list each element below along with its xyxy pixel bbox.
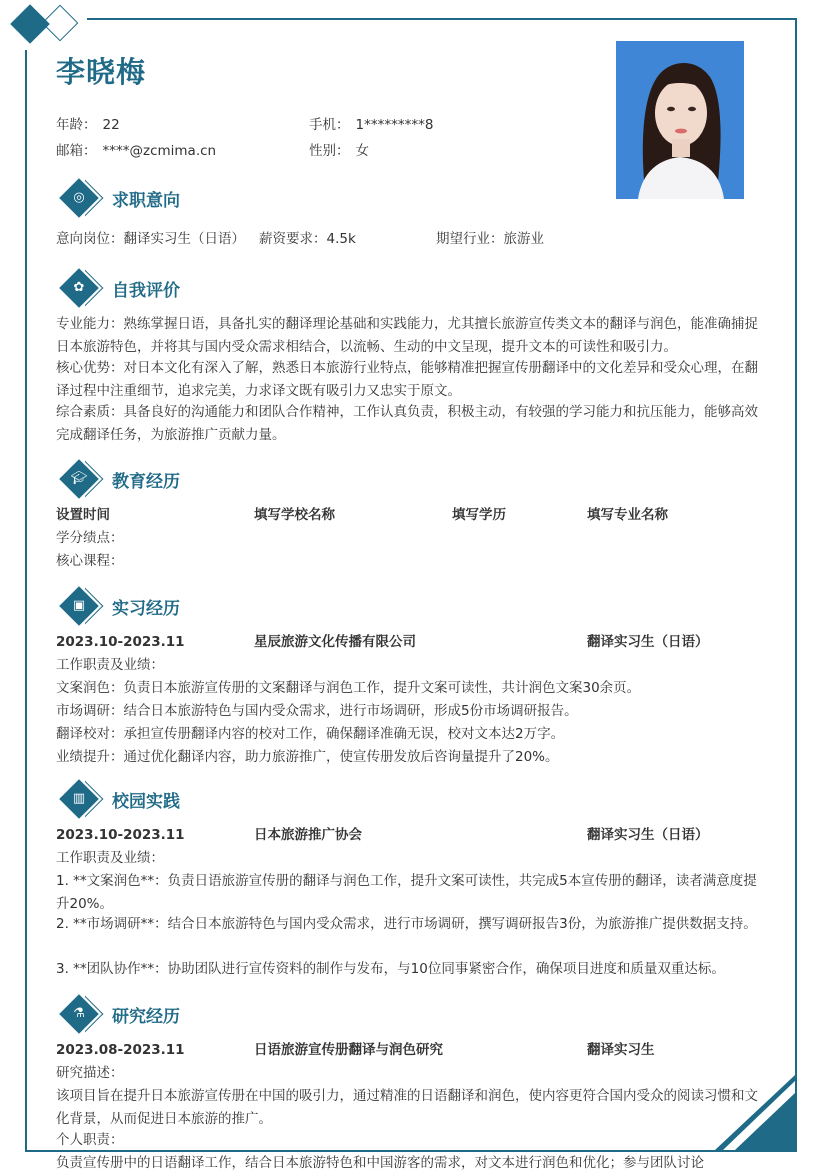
age-value: 22	[102, 117, 120, 133]
section-title-intent: 求职意向	[112, 190, 180, 211]
intent-position: 意向岗位：翻译实习生（日语）	[56, 231, 245, 247]
campus-item: 2. **市场调研**：结合日本旅游特色与国内受众需求，进行市场调研，撰写调研报告3份，为旅游推广提供数据支持。	[56, 916, 757, 932]
section-title-campus: 校园实践	[112, 791, 180, 812]
frame-left-line	[25, 50, 27, 1152]
gender-field	[309, 139, 369, 159]
candidate-name: 李晓梅	[56, 55, 147, 89]
flower-icon: ✿	[60, 268, 108, 308]
section-header-intent	[60, 178, 180, 218]
briefcase-icon: ▣	[60, 586, 108, 626]
internship-row	[56, 631, 768, 654]
target-icon: ◎	[60, 178, 108, 218]
research-time: 2023.08-2023.11	[56, 1042, 185, 1058]
gender-label: 性别：	[309, 143, 350, 159]
section-header-campus	[60, 779, 180, 819]
age-label: 年龄：	[56, 117, 97, 133]
internship-item: 业绩提升：通过优化翻译内容，助力旅游推广，使宣传册发放后咨询量提升了20%。	[56, 749, 559, 765]
campus-role: 翻译实习生（日语）	[587, 827, 709, 843]
education-degree: 填写学历	[452, 507, 506, 523]
research-duty-text: 负责宣传册中的日语翻译工作，结合日本旅游特色和中国游客的需求，对文本进行润色和优化；参与团队讨论	[56, 1155, 704, 1171]
corner-diamond-fill-icon	[10, 4, 50, 44]
profile-photo	[616, 41, 744, 199]
research-row	[56, 1039, 768, 1062]
research-desc: 该项目旨在提升日本旅游宣传册在中国的吸引力，通过精准的日语翻译和润色，使内容更符合国内受众的阅读习惯和文化背景，从而促进日本旅游的推广。	[56, 1088, 758, 1127]
phone-field	[309, 113, 433, 133]
internship-time: 2023.10-2023.11	[56, 634, 185, 650]
section-header-self-eval	[60, 268, 180, 308]
frame-top-line	[87, 18, 797, 20]
internship-item: 市场调研：结合日本旅游特色与国内受众需求，进行市场调研，形成5份市场调研报告。	[56, 703, 578, 719]
education-school: 填写学校名称	[254, 507, 335, 523]
campus-item: 1. **文案润色**：负责日语旅游宣传册的翻译与润色工作，提升文案可读性，共完成5本宣传册的翻译，读者满意度提升20%。	[56, 873, 757, 912]
research-project: 日语旅游宣传册翻译与润色研究	[254, 1042, 443, 1058]
campus-duty-label: 工作职责及业绩：	[56, 850, 164, 866]
internship-duty-label: 工作职责及业绩：	[56, 657, 164, 673]
campus-row	[56, 824, 768, 847]
education-time: 设置时间	[56, 507, 110, 523]
research-duty-label: 个人职责：	[56, 1132, 124, 1148]
email-label: 邮箱：	[56, 143, 97, 159]
section-header-education	[60, 459, 180, 499]
campus-org: 日本旅游推广协会	[254, 827, 362, 843]
internship-item: 文案润色：负责日本旅游宣传册的文案翻译与润色工作，提升文案可读性，共计润色文案30余页。	[56, 680, 641, 696]
research-role: 翻译实习生	[587, 1042, 655, 1058]
section-title-internship: 实习经历	[112, 598, 180, 619]
education-row	[56, 504, 768, 527]
age-field	[56, 113, 120, 133]
intent-salary: 薪资要求：4.5k	[259, 231, 356, 247]
education-major: 填写专业名称	[587, 507, 668, 523]
education-courses-label: 核心课程：	[56, 553, 124, 569]
email-value: ****@zcmima.cn	[102, 143, 217, 159]
intent-industry: 期望行业：旅游业	[436, 231, 544, 247]
section-title-education: 教育经历	[112, 471, 180, 492]
education-gpa-label: 学分绩点：	[56, 530, 124, 546]
phone-label: 手机：	[309, 117, 350, 133]
graduation-cap-icon: 🎓︎	[60, 459, 108, 499]
gender-value: 女	[355, 143, 369, 159]
internship-role: 翻译实习生（日语）	[587, 634, 709, 650]
section-header-internship	[60, 586, 180, 626]
phone-value: 1*********8	[355, 117, 434, 133]
email-field	[56, 139, 216, 159]
campus-time: 2023.10-2023.11	[56, 827, 185, 843]
self-eval-paragraph: 核心优势：对日本文化有深入了解，熟悉日本旅游行业特点，能够精准把握宣传册翻译中的文化差异和受众心理，在翻译过程中注重细节，追求完美，力求译文既有吸引力又忠实于原文。	[56, 360, 758, 399]
frame-right-line	[795, 18, 797, 1152]
building-icon: ▥	[60, 779, 108, 819]
flask-icon: ⚗	[60, 994, 108, 1034]
section-title-self-eval: 自我评价	[112, 280, 180, 301]
self-eval-paragraph: 专业能力：熟练掌握日语，具备扎实的翻译理论基础和实践能力，尤其擅长旅游宣传类文本的翻译与润色，能准确捕捉日本旅游特色，并将其与国内受众需求相结合，以流畅、生动的中文呈现，提升文本的可读性和吸引力。	[56, 316, 758, 355]
internship-item: 翻译校对：承担宣传册翻译内容的校对工作，确保翻译准确无误，校对文本达2万字。	[56, 726, 565, 742]
section-title-research: 研究经历	[112, 1006, 180, 1027]
self-eval-paragraph: 综合素质：具备良好的沟通能力和团队合作精神，工作认真负责，积极主动，有较强的学习能力和抗压能力，能够高效完成翻译任务，为旅游推广贡献力量。	[56, 404, 758, 443]
research-desc-label: 研究描述：	[56, 1065, 124, 1081]
campus-item: 3. **团队协作**：协助团队进行宣传资料的制作与发布，与10位同事紧密合作，确保项目进度和质量双重达标。	[56, 961, 725, 977]
section-header-research	[60, 994, 180, 1034]
internship-company: 星辰旅游文化传播有限公司	[254, 634, 416, 650]
